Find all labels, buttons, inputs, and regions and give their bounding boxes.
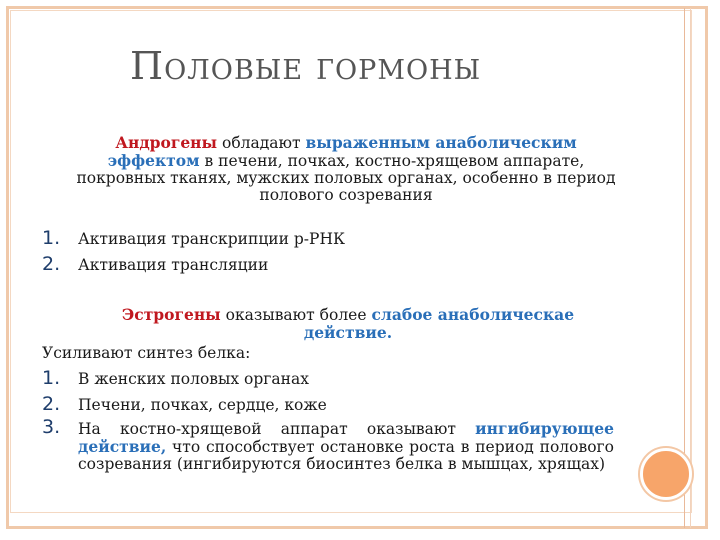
list-item xyxy=(42,392,327,418)
slide-title: Половые гормоны xyxy=(130,44,482,88)
list-item-text: Активация транскрипции р-РНК xyxy=(78,230,345,248)
list-number: 2. xyxy=(42,393,61,415)
list-item-text: Печени, почках, сердце, коже xyxy=(78,396,327,414)
list-number: 1. xyxy=(42,367,61,389)
list-number: 1. xyxy=(42,227,61,249)
decorative-rule xyxy=(684,8,685,528)
mechanism-list xyxy=(42,226,345,278)
estrogens-term: Эстрогены xyxy=(121,305,221,324)
protein-synthesis-intro: Усиливают синтез белка: xyxy=(42,344,251,362)
list-item-text: Активация трансляции xyxy=(78,256,269,274)
list-item-text: В женских половых органах xyxy=(78,370,309,388)
list-item xyxy=(42,366,327,392)
estrogens-paragraph xyxy=(88,306,608,342)
androgens-highlight: выраженным анаболическим эффектом xyxy=(107,133,577,170)
item3-highlight: ингибирующее действие, xyxy=(78,419,614,456)
androgens-paragraph xyxy=(76,134,616,204)
androgens-text: в печени, почках, костно-хрящевом аппарате, покровных тканях, мужских половых органах, особенно в период полового созревания xyxy=(76,152,616,204)
list-item xyxy=(42,226,345,252)
item3-text: На костно-хрящевой аппарат оказывают xyxy=(78,420,476,438)
estrogens-highlight: слабое анаболическае действие. xyxy=(303,305,575,342)
list-item-text xyxy=(78,420,614,473)
estrogens-text: оказывают более xyxy=(220,306,372,324)
estrogen-effects-list xyxy=(42,366,327,418)
androgens-term: Андрогены xyxy=(115,133,218,152)
decorative-circle xyxy=(640,448,692,500)
decorative-rule xyxy=(690,8,691,528)
list-number: 2. xyxy=(42,253,61,275)
list-number: 3. xyxy=(42,416,61,438)
list-item xyxy=(42,416,614,473)
item3-text: что способствует остановке роста в период полового созревания (ингибируются биосинтез белка в мышцах, хрящах) xyxy=(78,438,614,473)
list-item xyxy=(42,252,345,278)
androgens-text: обладают xyxy=(217,134,306,152)
